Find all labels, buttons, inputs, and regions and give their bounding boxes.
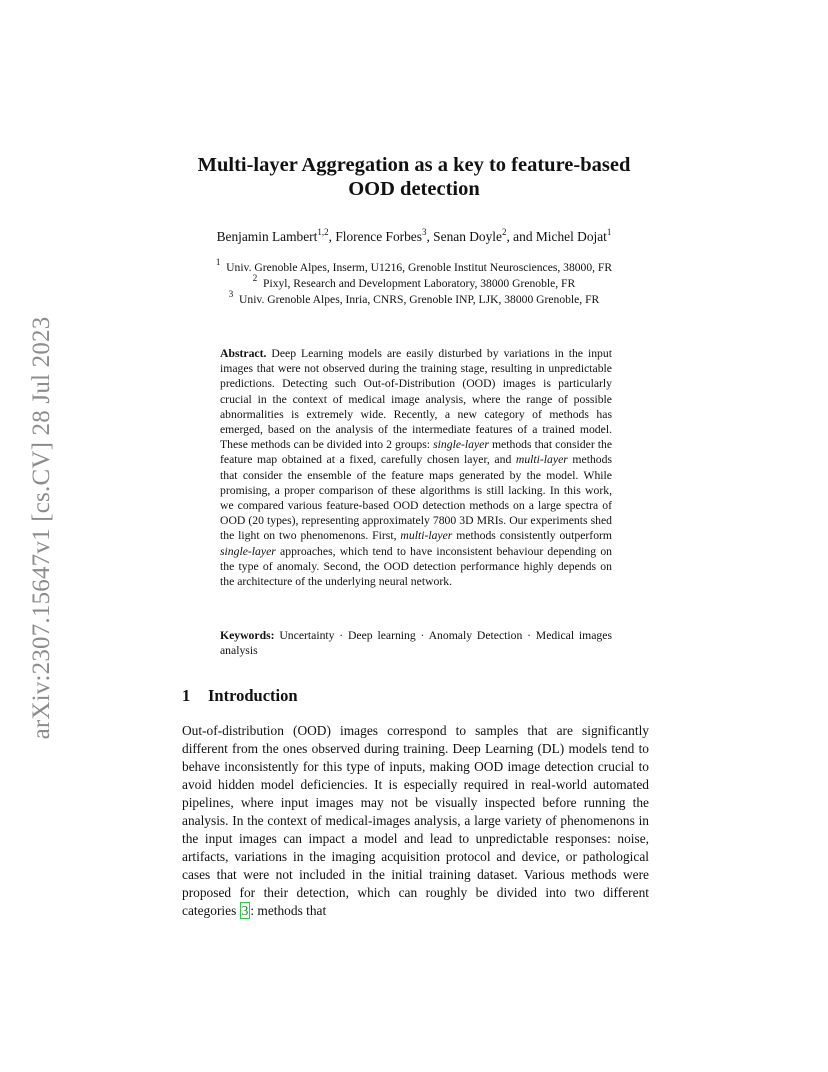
title-line-2: OOD detection [348,178,480,200]
author-affiliation-mark: 1,2 [317,226,329,237]
abstract-text: methods that consider the ensemble of the feature maps generated by the model. While promising, a proper comparison of these algorithms is still lacking. In this work, we compared various feature-based OOD detection methods on a large spectra of OOD (20 types), representing approximately 7800 3D MRIs. Our experiments shed the light on two phenomenons. First, [220,453,613,543]
author-list: Benjamin Lambert$^{1,2}$, Florence Forbes$^3$, Senan Doyle$^2$, and Michel Dojat$^1$ [216,226,612,244]
affiliation-line [150,257,678,276]
abstract-emphasis: multi-layer [400,529,453,543]
affiliation-text: Pixyl, Research and Development Laboratory, 38000 Grenoble, FR [263,277,576,290]
section-title: Introduction [208,686,298,705]
affiliation-text: Univ. Grenoble Alpes, Inserm, U1216, Grenoble Institut Neurosciences, 38000, FR [226,261,613,274]
abstract-text: Deep Learning models are easily disturbed by variations in the input images that were not observed during the training stage, resulting in unpredictable predictions. Detecting such Out-of-Distribution (OOD) images is particularly crucial in the context of medical image analysis, where the range of possible abnormalities is extremely wide. Recently, a new category of methods has emerged, based on the analysis of the intermediate features of a trained model. These methods can be divided into 2 groups: [220,347,612,452]
affiliation-mark: 1 [215,257,221,268]
abstract [220,346,612,589]
author-name: Florence Forbes [335,229,422,244]
intro-text-tail: : methods that [250,903,327,918]
abstract-emphasis: single-layer [433,438,489,452]
abstract-emphasis: multi-layer [515,453,568,467]
author-affiliation-mark: 1 [606,226,612,237]
citation-link[interactable]: 3 [241,903,249,918]
section-number: 1 [182,686,191,705]
keywords-label: Keywords: [220,629,275,642]
abstract-text: methods that consider the feature map obtained at a fixed, carefully chosen layer, and [220,438,613,467]
intro-text: Out-of-distribution (OOD) images correspond to samples that are significantly different from the ones observed during training. Deep Learning (DL) models tend to behave inconsistently for this type of inputs, making OOD image detection crucial to avoid hidden model deficiencies. It is especially required in real-world automated pipelines, where input images may not be visually inspected before running the analysis. In the context of medical-images analysis, a large variety of phenomenons in the input images can impact a model and lead to unpredictable responses: noise, artifacts, variations in the imaging acquisition protocol and device, or pathological cases that were not included in the initial training dataset. Various methods were proposed for their detection, which can roughly be divided into two different categories [182,723,649,918]
affiliation-mark: 2 [252,273,258,284]
title-line-1: Multi-layer Aggregation as a key to feature-based [197,154,631,176]
keywords-text: Uncertainty · Deep learning · Anomaly Detection · Medical images analysis [220,629,612,658]
arxiv-identifier: arXiv:2307.15647v1 [cs.CV] 28 Jul 2023 [28,316,55,740]
affiliation-mark: 3 [228,289,234,300]
keywords [220,628,612,658]
abstract-emphasis: single-layer [220,544,276,558]
affiliation-line [150,289,678,308]
author-name: Benjamin Lambert [216,229,318,244]
abstract-text: approaches, which tend to have inconsistent behaviour depending on the type of anomaly. Second, the OOD detection performance highly depends on the architecture of the underlying neural network. [220,544,613,589]
author-name: Michel Dojat [535,229,607,244]
introduction-paragraph [182,722,649,920]
author-affiliation-mark: 2 [501,226,507,237]
author-affiliation-mark: 3 [421,226,427,237]
section-heading-introduction [182,686,298,706]
author-name: Senan Doyle [433,229,502,244]
abstract-label: Abstract. [220,347,267,360]
paper-title [150,153,678,201]
abstract-text: methods consistently outperform [456,529,613,543]
affiliations [150,257,678,308]
affiliation-text: Univ. Grenoble Alpes, Inria, CNRS, Grenoble INP, LJK, 38000 Grenoble, FR [239,293,600,306]
